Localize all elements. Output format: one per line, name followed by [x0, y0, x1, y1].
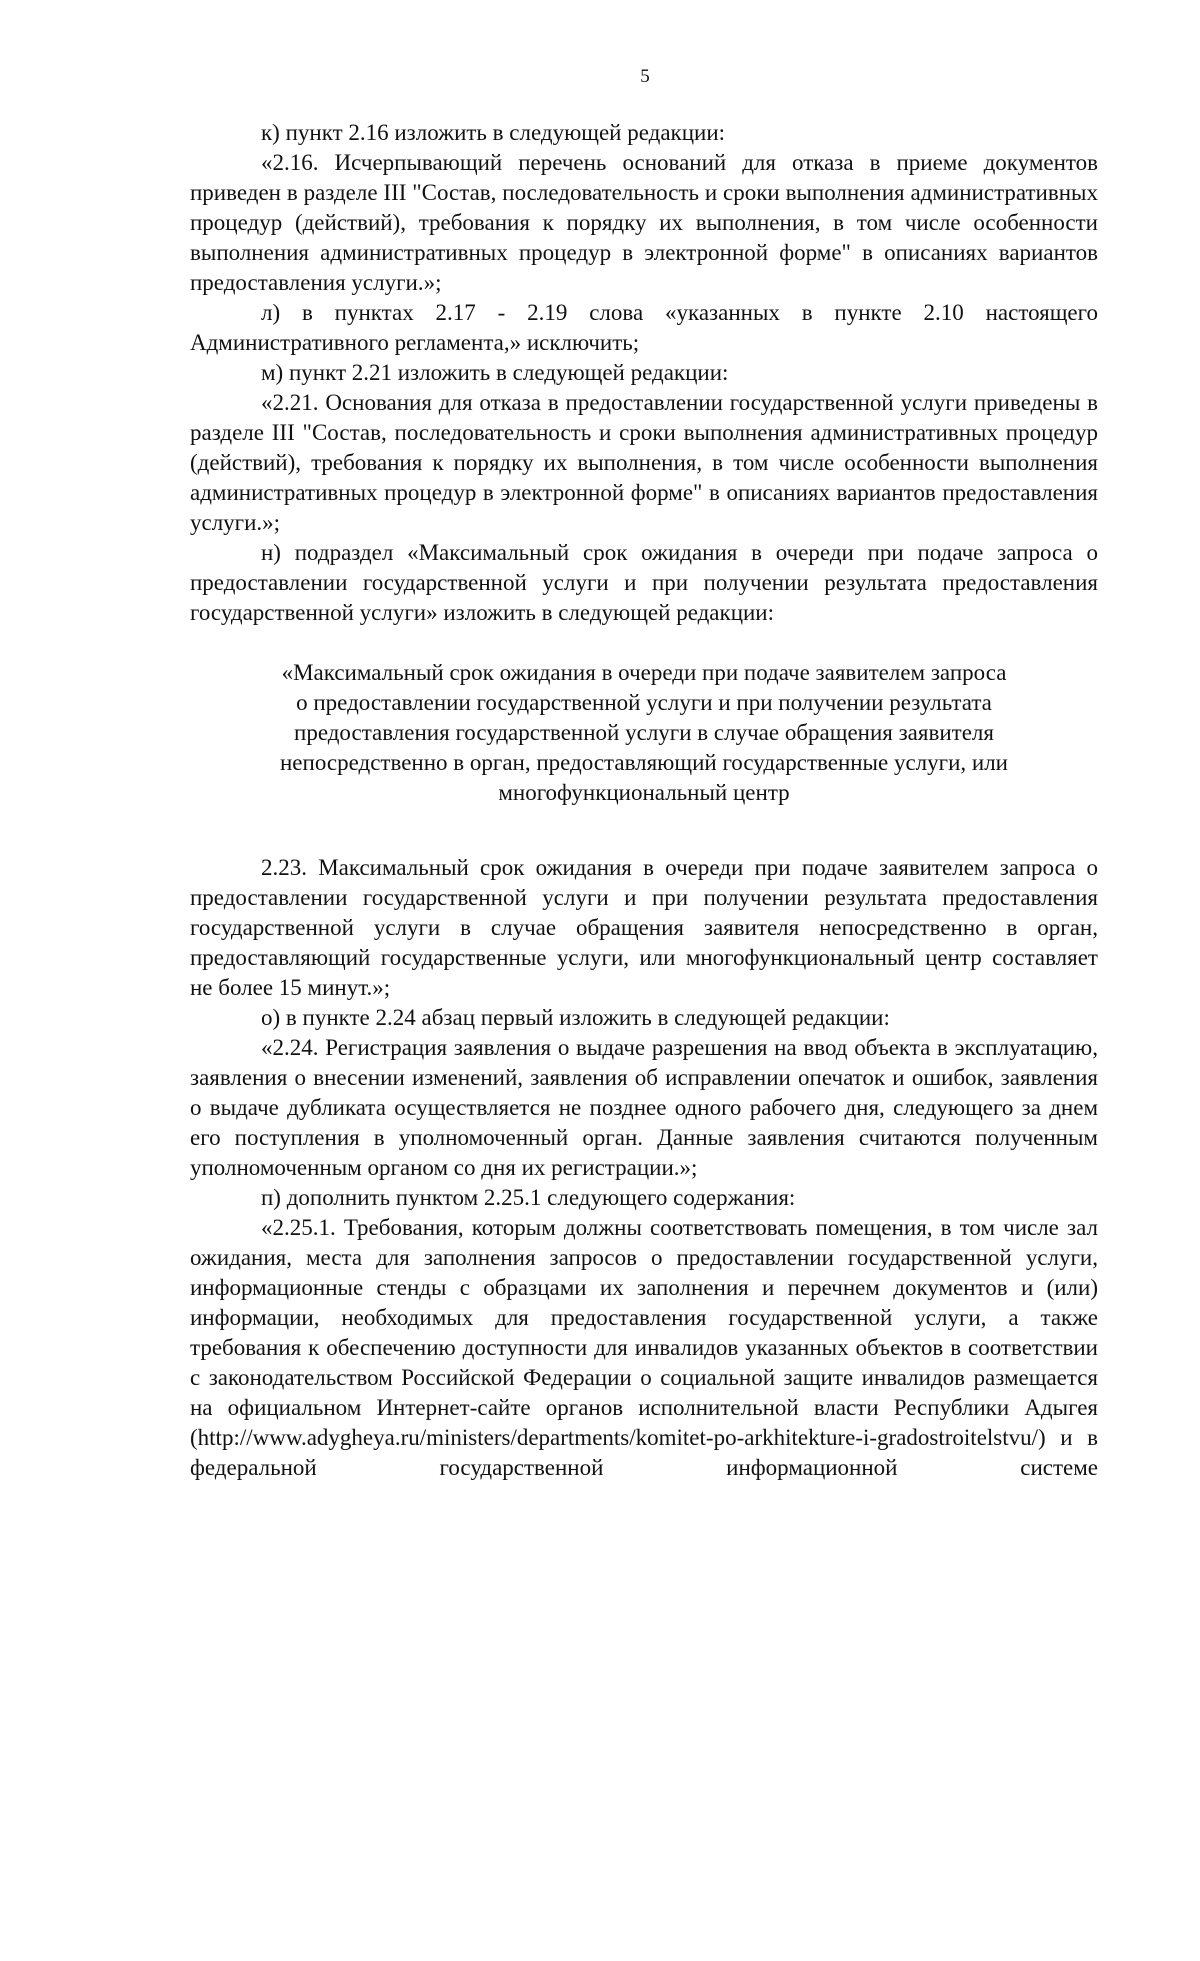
page-number: 5: [640, 66, 650, 87]
heading-line: предоставления государственной услуги в случае обращения заявителя: [294, 720, 994, 745]
paragraph-item-k: к) пункт 2.16 изложить в следующей редакции:: [261, 120, 726, 145]
paragraph-item-l: л) в пунктах 2.17 - 2.19 слова «указанных в пункте 2.10 настоящего Административного регламента,» исключить;: [190, 300, 1098, 355]
paragraph-point-2-24: «2.24. Регистрация заявления о выдаче разрешения на ввод объекта в эксплуатацию, заявления о внесении изменений, заявления об исправлении опечаток и ошибок, заявления о выдаче дубликата осуществляется не позднее одного рабочего дня, следующего за днем его поступления в уполномоченный орган. Данные заявления считаются полученным уполномоченным органом со дня их регистрации.»;: [190, 1035, 1098, 1180]
paragraph-point-2-21: «2.21. Основания для отказа в предоставлении государственной услуги приведены в разделе III "Состав, последовательность и сроки выполнения административных процедур (действий), требования к порядку их выполнения, в том числе особенности выполнения административных процедур в электронной форме" в описаниях вариантов предоставления услуги.»;: [190, 390, 1098, 535]
heading-line: «Максимальный срок ожидания в очереди при подаче заявителем запроса: [281, 660, 1007, 685]
heading-line: многофункциональный центр: [498, 780, 790, 805]
subsection-heading: [190, 658, 1098, 808]
document-body: [190, 118, 1098, 1483]
paragraph-point-2-25-1: «2.25.1. Требования, которым должны соответствовать помещения, в том числе зал ожидания, места для заполнения запросов о предоставлении государственной услуги, информационные стенды с образцами их заполнения и перечнем документов и (или) информации, необходимых для предоставления государственной услуги, а также требования к обеспечению доступности для инвалидов указанных объектов в соответствии с законодательством Российской Федерации о социальной защите инвалидов размещается на официальном Интернет-сайте органов исполнительной власти Республики Адыгея (http://www.adygheya.ru/ministers/departments/komitet-po-arkhitekture-i-gradostroitelstvu/) и в федеральной государственной информационной системе: [190, 1215, 1098, 1480]
paragraph-point-2-23: 2.23. Максимальный срок ожидания в очереди при подаче заявителем запроса о предоставлении государственной услуги и при получении результата предоставления государственной услуги в случае обращения заявителя непосредственно в орган, предоставляющий государственные услуги, или многофункциональный центр составляет не более 15 минут.»;: [190, 855, 1098, 1000]
heading-line: непосредственно в орган, предоставляющий государственные услуги, или: [280, 750, 1008, 775]
paragraph-point-2-16: «2.16. Исчерпывающий перечень оснований для отказа в приеме документов приведен в разделе III "Состав, последовательность и сроки выполнения административных процедур (действий), требования к порядку их выполнения, в том числе особенности выполнения административных процедур в электронной форме" в описаниях вариантов предоставления услуги.»;: [190, 150, 1098, 295]
paragraph-item-n: н) подраздел «Максимальный срок ожидания в очереди при подаче запроса о предоставлении государственной услуги и при получении результата предоставления государственной услуги» изложить в следующей редакции:: [190, 540, 1098, 625]
heading-line: о предоставлении государственной услуги и при получении результата: [296, 690, 992, 715]
paragraph-item-o: о) в пункте 2.24 абзац первый изложить в следующей редакции:: [261, 1005, 890, 1030]
paragraph-item-p: п) дополнить пунктом 2.25.1 следующего содержания:: [261, 1185, 796, 1210]
paragraph-item-m: м) пункт 2.21 изложить в следующей редакции:: [261, 360, 729, 385]
